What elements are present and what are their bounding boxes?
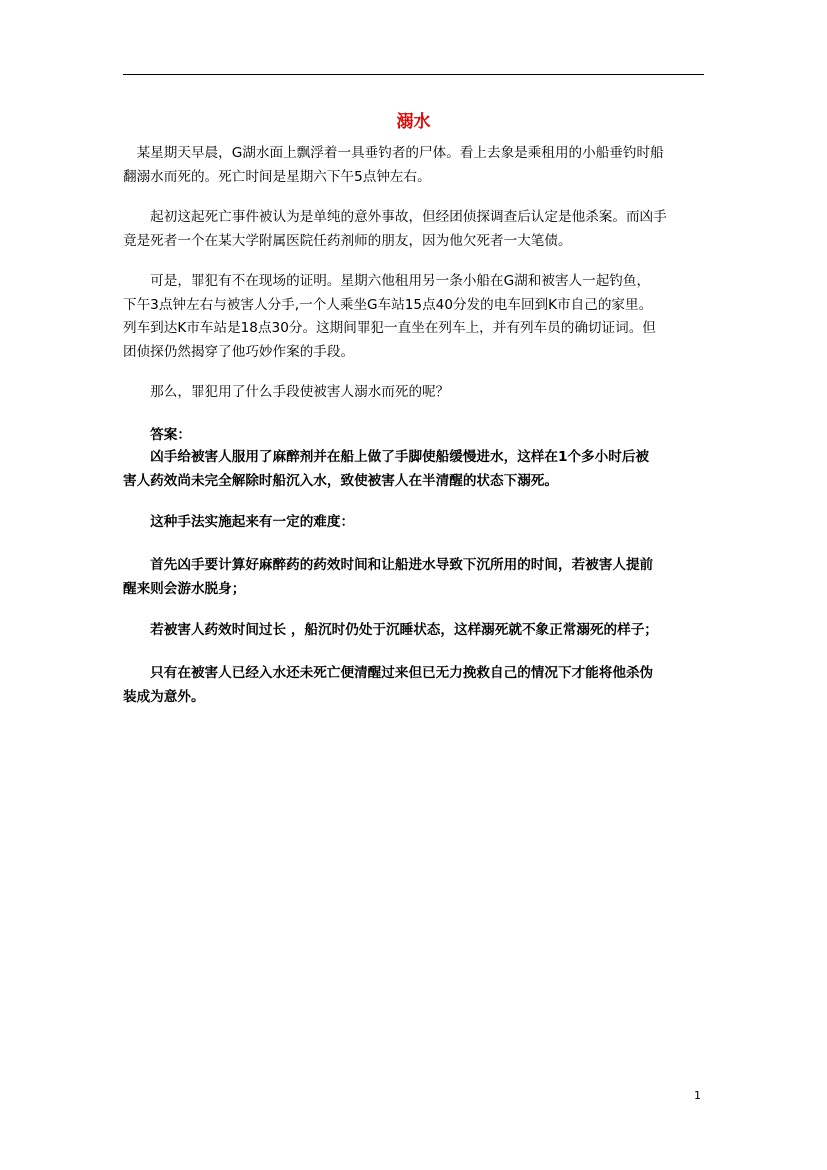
answer-label-text: 答案：	[123, 427, 191, 443]
paragraph-line: 翻溺水而死的。死亡时间是星期六下午5点钟左右。	[123, 168, 431, 185]
paragraph-line: 醒来则会游水脱身；	[123, 580, 246, 597]
answer-label	[123, 424, 713, 448]
paragraph-line: 凶手给被害人服用了麻醉剂并在船上做了手脚使船缓慢进水，这样在1个多小时后被	[123, 449, 650, 465]
difficulty-intro	[123, 511, 713, 535]
paragraph-line: 害人药效尚未完全解除时船沉入水，致使被害人在半清醒的状态下溺死。	[123, 472, 558, 489]
paragraph-4	[123, 381, 713, 405]
paragraph-line: 首先凶手要计算好麻醉药的药效时间和让船进水导致下沉所用的时间，若被害人提前	[123, 557, 654, 573]
paragraph-line: 列车到达K市车站是18点30分。这期间罪犯一直坐在列车上，并有列车员的确切证词。但	[123, 320, 656, 336]
paragraph-line: 装成为意外。	[123, 688, 205, 705]
paragraph-line: 起初这起死亡事件被认为是单纯的意外事故，但经团侦探调查后认定是他杀案。而凶手	[123, 209, 667, 225]
paragraph-line: 团侦探仍然揭穿了他巧妙作案的手段。	[123, 343, 355, 360]
answer-paragraph	[123, 446, 713, 493]
point-1	[123, 554, 713, 601]
document-title: 溺水	[396, 112, 431, 132]
point-2	[123, 619, 713, 643]
paragraph-line: 若被害人药效时间过长 ，船沉时仍处于沉睡状态，这样溺死就不象正常溺死的样子；	[123, 622, 658, 638]
point-3	[123, 662, 713, 709]
paragraph-line: 只有在被害人已经入水还未死亡便清醒过来但已无力挽救自己的情况下才能将他杀伪	[123, 665, 654, 681]
paragraph-line: 某星期天早晨，G湖水面上飘浮着一具垂钓者的尸体。看上去象是乘租用的小船垂钓时船	[123, 145, 664, 161]
paragraph-line: 竟是死者一个在某大学附属医院任药剂师的朋友，因为他欠死者一大笔债。	[123, 232, 572, 249]
paragraph-1	[123, 142, 713, 189]
paragraph-2	[123, 206, 713, 253]
paragraph-line: 那么，罪犯用了什么手段使被害人溺水而死的呢？	[123, 384, 450, 400]
paragraph-line: 下午3点钟左右与被害人分手,一个人乘坐G车站15点40分发的电车回到K市自己的家里。	[123, 296, 653, 313]
header-rule	[123, 74, 704, 75]
page-number: 1	[694, 1089, 701, 1102]
paragraph-line: 可是，罪犯有不在现场的证明。星期六他租用另一条小船在G湖和被害人一起钓鱼，	[123, 273, 651, 289]
paragraph-line: 这种手法实施起来有一定的难度：	[123, 514, 355, 530]
paragraph-3	[123, 270, 713, 364]
